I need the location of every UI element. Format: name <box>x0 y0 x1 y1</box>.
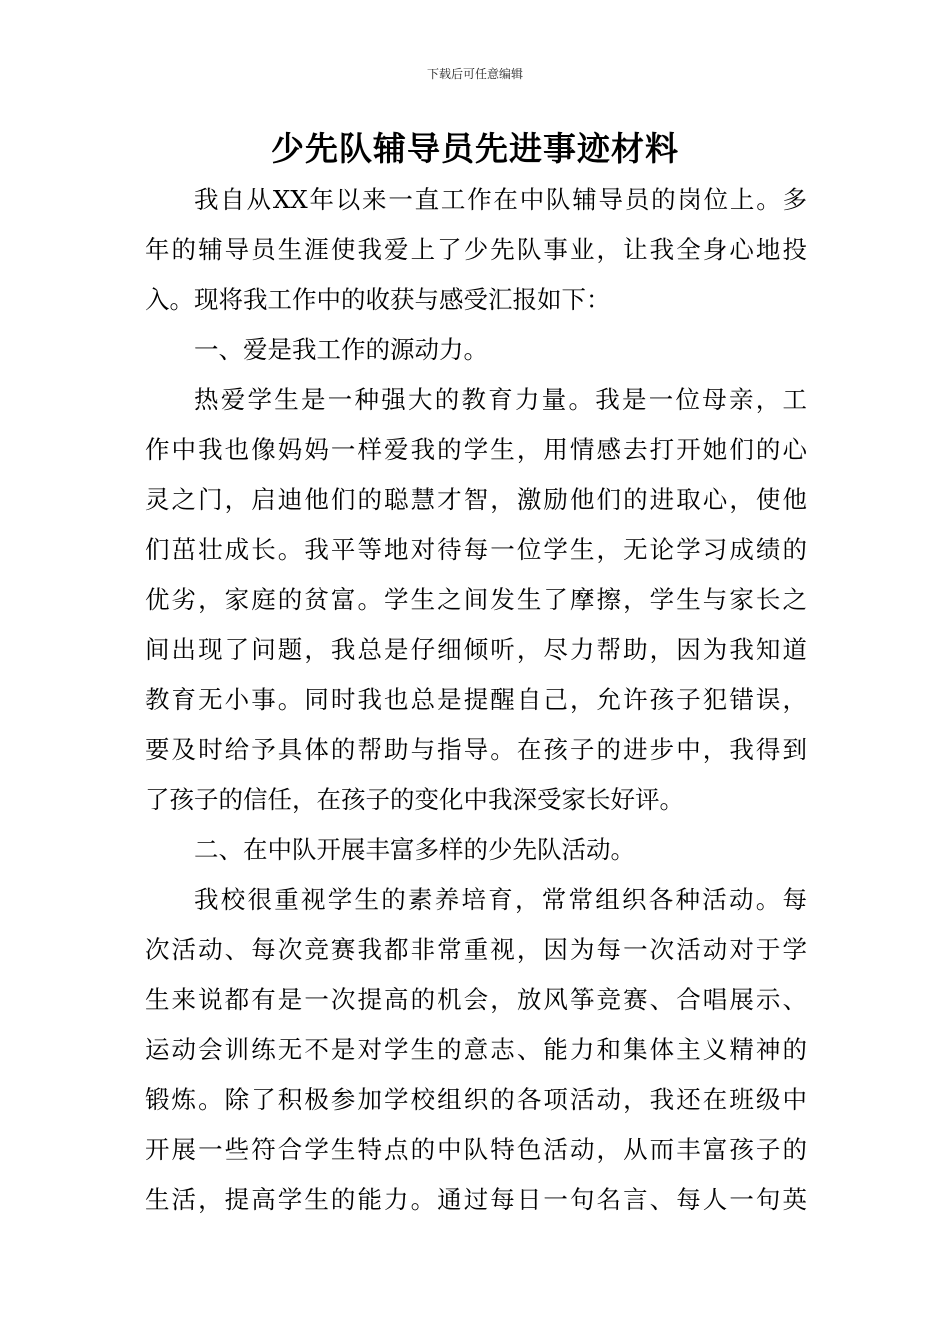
paragraph-line: 我校很重视学生的素养培育，常常组织各种活动。每 <box>194 885 807 914</box>
header-note: 下载后可任意编辑 <box>426 67 523 81</box>
paragraph-line: 开展一些符合学生特点的中队特色活动，从而丰富孩子的 <box>145 1135 807 1164</box>
paragraph-line: 入。现将我工作中的收获与感受汇报如下： <box>145 285 611 314</box>
paragraph-line: 年的辅导员生涯使我爱上了少先队事业，让我全身心地投 <box>145 235 807 264</box>
paragraph-line: 教育无小事。同时我也总是提醒自己，允许孩子犯错误， <box>145 685 807 714</box>
paragraph-line: 热爱学生是一种强大的教育力量。我是一位母亲，工 <box>194 385 807 414</box>
paragraph-line: 作中我也像妈妈一样爱我的学生，用情感去打开她们的心 <box>145 435 807 464</box>
paragraph-line: 生来说都有是一次提高的机会，放风筝竞赛、合唱展示、 <box>145 985 807 1014</box>
paragraph-line: 锻炼。除了积极参加学校组织的各项活动，我还在班级中 <box>145 1085 807 1114</box>
paragraph-line: 优劣，家庭的贫富。学生之间发生了摩擦，学生与家长之 <box>145 585 807 614</box>
paragraph-line: 我自从XX年以来一直工作在中队辅导员的岗位上。多 <box>194 185 807 214</box>
paragraph-line: 要及时给予具体的帮助与指导。在孩子的进步中，我得到 <box>145 735 807 764</box>
paragraph-line: 间出现了问题，我总是仔细倾听，尽力帮助，因为我知道 <box>145 635 807 664</box>
paragraph-line: 生活，提高学生的能力。通过每日一句名言、每人一句英 <box>145 1185 807 1214</box>
paragraph-line: 们茁壮成长。我平等地对待每一位学生，无论学习成绩的 <box>145 535 807 564</box>
document-body <box>145 175 807 1225</box>
section-heading: 一、爱是我工作的源动力。 <box>194 335 488 364</box>
paragraph-line: 运动会训练无不是对学生的意志、能力和集体主义精神的 <box>145 1035 807 1064</box>
document-title: 少先队辅导员先进事迹材料 <box>271 129 679 168</box>
paragraph-line: 灵之门，启迪他们的聪慧才智，激励他们的进取心，使他 <box>145 485 807 514</box>
paragraph-line: 了孩子的信任，在孩子的变化中我深受家长好评。 <box>145 785 684 814</box>
section-heading: 二、在中队开展丰富多样的少先队活动。 <box>194 835 635 864</box>
paragraph-line: 次活动、每次竞赛我都非常重视，因为每一次活动对于学 <box>145 935 807 964</box>
